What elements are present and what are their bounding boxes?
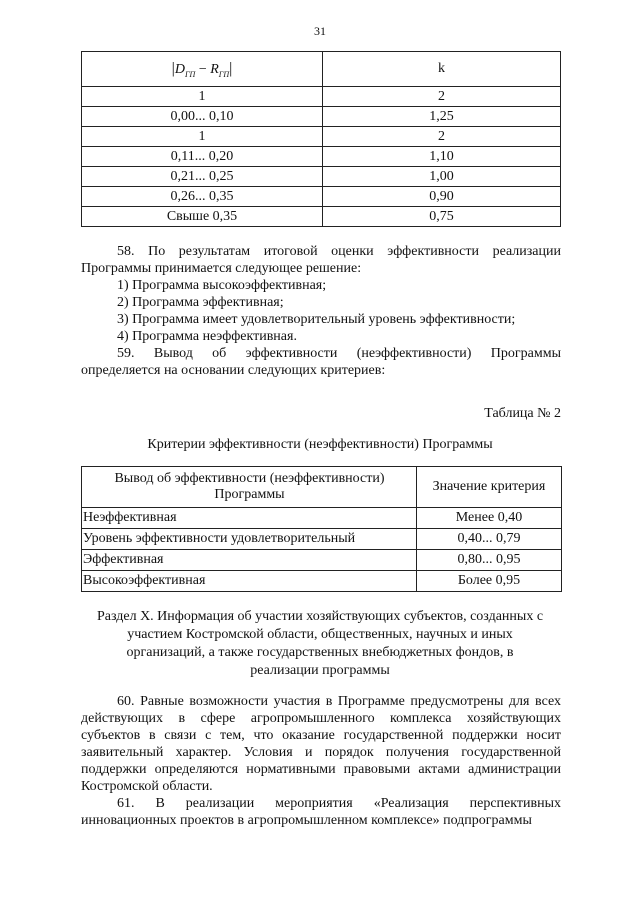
formula-r: R <box>210 61 219 77</box>
paragraph-60: 60. Равные возможности участия в Программе предусмотрены для всех действующих в сфере агропромышленного комплекса хозяйствующих субъектов в связи с тем, что оказание государственной поддержки носит заявительный характер. Условия и порядок получения государственной поддержки определяются нормативными правовыми актами администрации Костромской области. <box>81 694 561 794</box>
abs-bar-left: | <box>171 59 175 77</box>
table-row <box>82 529 562 550</box>
list-item: 2) Программа эффективная; <box>117 295 284 310</box>
paragraph-61: 61. В реализации мероприятия «Реализация перспективных инновационных проектов в агропромышленном комплексе» подпрограммы <box>81 796 561 828</box>
formula-minus: − <box>195 61 211 77</box>
paragraph-58: 58. По результатам итоговой оценки эффективности реализации Программы принимается следующее решение: <box>81 244 561 276</box>
table-title: Критерии эффективности (неэффективности) Программы <box>147 437 493 452</box>
table-header-row <box>82 52 561 87</box>
table-cell: 1 <box>82 127 323 147</box>
table-cell: 1 <box>82 87 323 107</box>
table-cell: 0,11... 0,20 <box>82 147 323 167</box>
table-cell: Неэффективная <box>82 508 417 529</box>
table-row <box>82 550 562 571</box>
table-cell: Свыше 0,35 <box>82 207 323 227</box>
formula-r-sub: ГП <box>218 69 230 79</box>
table-cell: Менее 0,40 <box>417 508 562 529</box>
table-row <box>82 207 561 227</box>
section-title-line: Раздел X. Информация об участии хозяйствующих субъектов, созданных с <box>96 609 544 624</box>
list-item: 4) Программа неэффективная. <box>117 329 297 344</box>
table-row <box>82 187 561 207</box>
table-row <box>82 107 561 127</box>
section-title-line: организаций, а также государственных внебюджетных фондов, в <box>126 645 514 660</box>
table-row <box>82 127 561 147</box>
formula-d-sub: ГП <box>185 69 196 79</box>
table-cell: 0,26... 0,35 <box>82 187 323 207</box>
formula-d: D <box>174 61 185 77</box>
section-title <box>0 608 640 680</box>
table-row <box>82 508 562 529</box>
table-row <box>82 147 561 167</box>
header-k: k <box>323 52 561 87</box>
table-label: Таблица № 2 <box>484 406 561 421</box>
table-cell: 0,00... 0,10 <box>82 107 323 127</box>
table-cell: 0,90 <box>323 187 561 207</box>
table-cell: 0,21... 0,25 <box>82 167 323 187</box>
table-cell: 2 <box>323 87 561 107</box>
criteria-table <box>81 466 562 592</box>
table-cell: Более 0,95 <box>417 571 562 592</box>
section-title-line: реализации программы <box>250 663 390 678</box>
table-cell: 1,10 <box>323 147 561 167</box>
table-cell: 2 <box>323 127 561 147</box>
coefficient-table <box>81 51 561 227</box>
list-item: 3) Программа имеет удовлетворительный уровень эффективности; <box>117 312 516 327</box>
table-cell: Эффективная <box>82 550 417 571</box>
table-cell: 1,00 <box>323 167 561 187</box>
page-number: 31 <box>314 24 326 38</box>
header-conclusion: Вывод об эффективности (неэффективности) Программы <box>82 467 417 508</box>
table-cell: 0,80... 0,95 <box>417 550 562 571</box>
formula <box>171 59 233 79</box>
table-row <box>82 87 561 107</box>
section-title-line: участием Костромской области, общественных, научных и иных <box>127 627 513 642</box>
table-header-row <box>82 467 562 508</box>
table-row <box>82 571 562 592</box>
header-deviation-formula <box>82 52 323 87</box>
paragraph-59: 59. Вывод об эффективности (неэффективности) Программы определяется на основании следующих критериев: <box>81 346 561 378</box>
table-cell: 1,25 <box>323 107 561 127</box>
table-cell: 0,75 <box>323 207 561 227</box>
list-item: 1) Программа высокоэффективная; <box>117 278 327 293</box>
abs-bar-right: | <box>229 59 233 77</box>
table-row <box>82 167 561 187</box>
table-cell: Высокоэффективная <box>82 571 417 592</box>
header-criterion-value: Значение критерия <box>417 467 562 508</box>
table-cell: Уровень эффективности удовлетворительный <box>82 529 417 550</box>
table-cell: 0,40... 0,79 <box>417 529 562 550</box>
